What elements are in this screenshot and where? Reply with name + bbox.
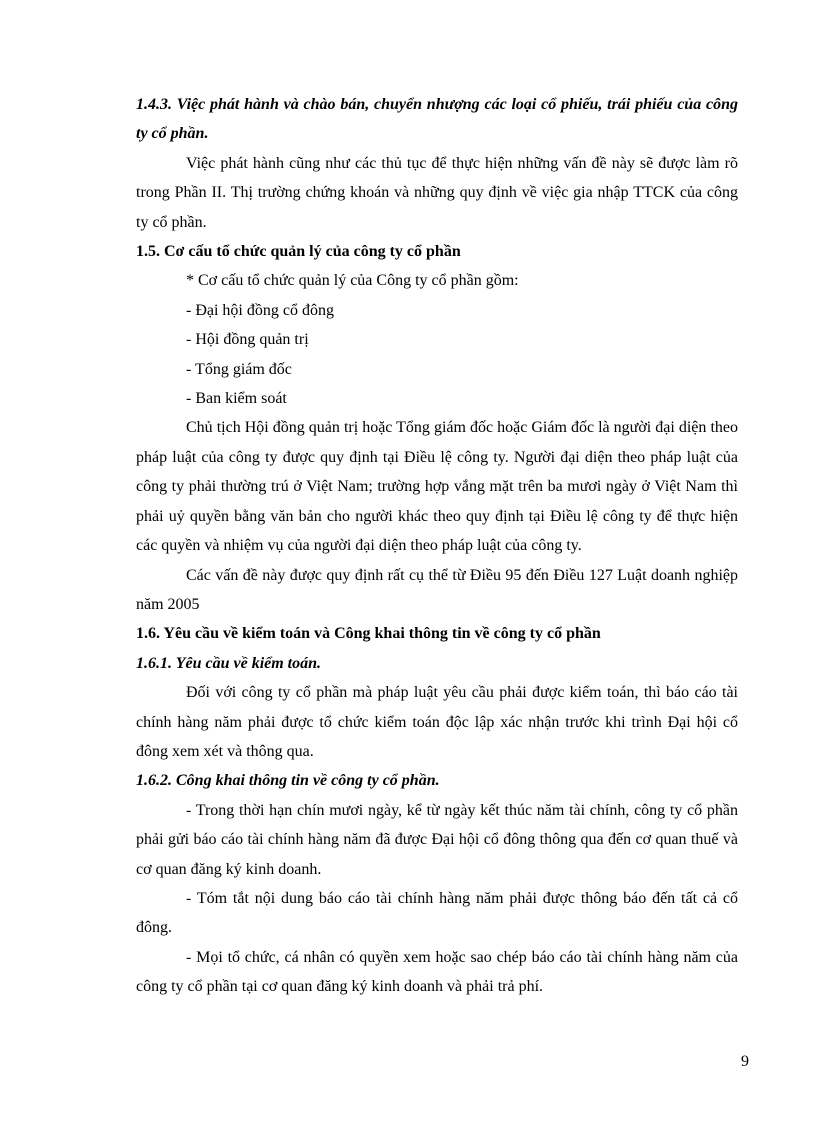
list-item: - Tổng giám đốc	[186, 360, 292, 378]
list-item: - Đại hội đồng cổ đông	[186, 301, 334, 319]
section-1-5-paragraph-representative: Chủ tịch Hội đồng quản trị hoặc Tổng giám đốc hoặc Giám đốc là người đại diện theo pháp luật của công ty được quy định tại Điều lệ công ty. Người đại diện theo pháp luật của công ty phải thường trú ở Việt Nam; trường hợp vắng mặt trên ba mươi ngày ở Việt Nam thì phải uỷ quyền bằng văn bản cho người khác theo quy định tại Điều lệ công ty để thực hiện các quyền và nhiệm vụ của người đại diện theo pháp luật của công ty.	[136, 419, 738, 555]
section-1-5-paragraph-regulation: Các vấn đề này được quy định rất cụ thể từ Điều 95 đến Điều 127 Luật doanh nghiệp năm 2005	[136, 566, 738, 613]
page-number: 9	[741, 1053, 749, 1070]
section-1-6-1-paragraph: Đối với công ty cổ phần mà pháp luật yêu cầu phải được kiểm toán, thì báo cáo tài chính hàng năm phải được tổ chức kiểm toán độc lập xác nhận trước khi trình Đại hội cổ đông xem xét và thông qua.	[136, 684, 738, 760]
list-item: - Ban kiểm soát	[186, 390, 287, 408]
section-1-6-heading: 1.6. Yêu cầu về kiểm toán và Công khai thông tin về công ty cổ phần	[136, 625, 601, 643]
section-1-6-2-paragraph-deadline: - Trong thời hạn chín mươi ngày, kể từ ngày kết thúc năm tài chính, công ty cổ phần phải gửi báo cáo tài chính hàng năm đã được Đại hội cổ đông thông qua đến cơ quan thuế và cơ quan đăng ký kinh doanh.	[136, 801, 738, 878]
section-1-5-heading: 1.5. Cơ cấu tổ chức quản lý của công ty cổ phần	[136, 243, 461, 261]
section-1-4-3-paragraph: Việc phát hành cũng như các thủ tục để thực hiện những vấn đề này sẽ được làm rõ trong Phần II. Thị trường chứng khoán và những quy định về việc gia nhập TTCK của công ty cổ phần.	[136, 154, 738, 231]
section-1-6-2-heading: 1.6.2. Công khai thông tin về công ty cổ phần.	[136, 772, 440, 790]
section-1-6-2-paragraph-access: - Mọi tổ chức, cá nhân có quyền xem hoặc sao chép báo cáo tài chính hàng năm của công ty cổ phần tại cơ quan đăng ký kinh doanh và phải trả phí.	[136, 948, 738, 996]
section-1-6-1-heading: 1.6.1. Yêu cầu về kiểm toán.	[136, 654, 322, 672]
section-1-4-3-heading: 1.4.3. Việc phát hành và chào bán, chuyển nhượng các loại cổ phiếu, trái phiếu của công ty cổ phần.	[136, 96, 738, 143]
section-1-6-2-paragraph-summary: - Tóm tắt nội dung báo cáo tài chính hàng năm phải được thông báo đến tất cả cổ đông.	[136, 889, 738, 937]
list-item: - Hội đồng quản trị	[186, 331, 309, 349]
section-1-5-intro: * Cơ cấu tổ chức quản lý của Công ty cổ phần gồm:	[186, 272, 519, 290]
page-content	[136, 90, 738, 1002]
